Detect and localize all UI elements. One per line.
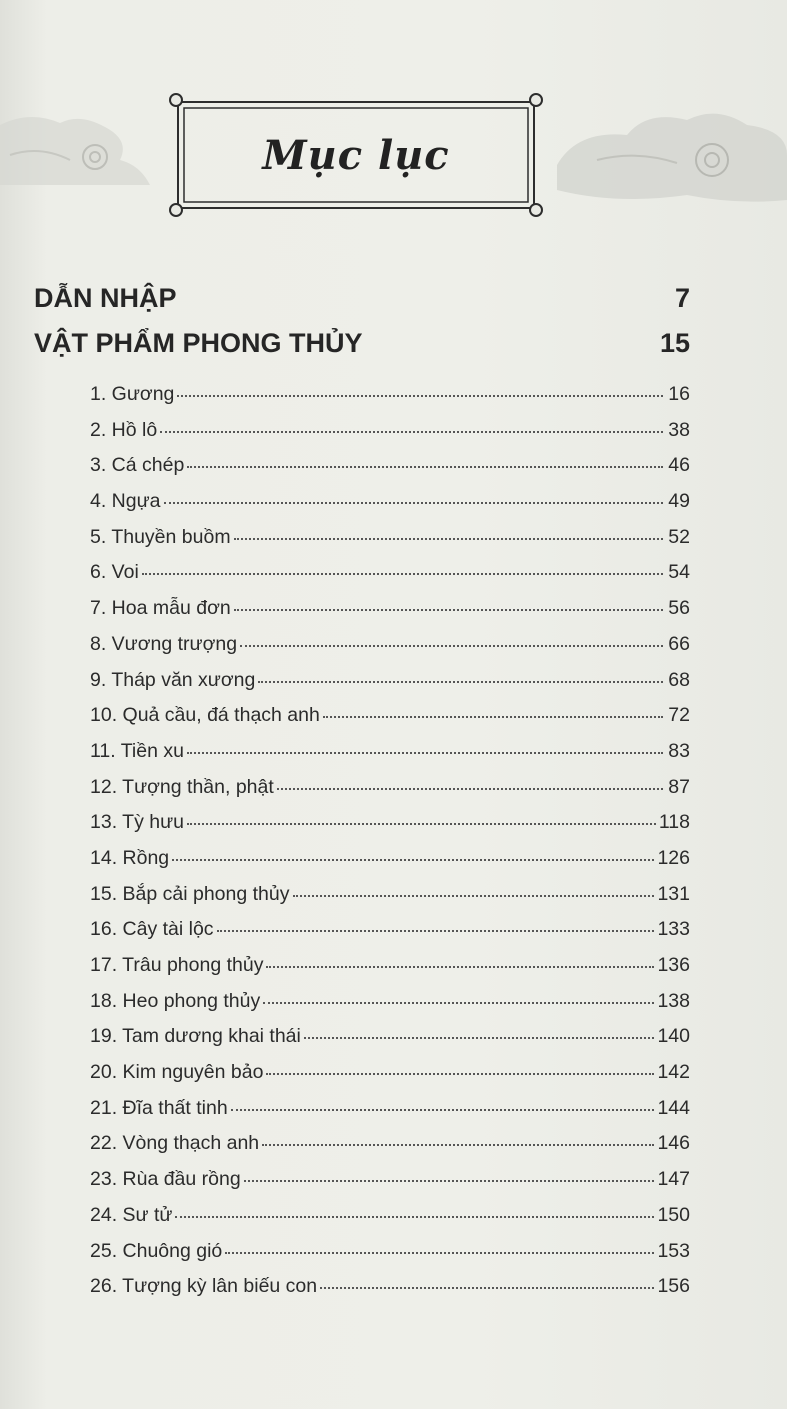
dot-leader	[234, 609, 663, 611]
toc-entry[interactable]	[90, 597, 690, 633]
toc-entry[interactable]	[90, 454, 690, 490]
toc-entry[interactable]	[90, 1275, 690, 1311]
toc-entry-page-number: 68	[668, 668, 690, 691]
dot-leader	[177, 395, 663, 397]
toc-entry-label: 8. Vương trượng	[90, 632, 238, 655]
toc-entry[interactable]	[90, 776, 690, 812]
toc-list	[90, 383, 690, 1311]
dot-leader	[172, 859, 654, 861]
dot-leader	[263, 1002, 654, 1004]
dot-leader	[175, 1216, 654, 1218]
toc-entry-label: 4. Ngựa	[90, 490, 161, 513]
toc-entry[interactable]	[90, 561, 690, 597]
toc-entry-label: 23. Rùa đầu rồng	[90, 1168, 241, 1191]
toc-entry-label: 7. Hoa mẫu đơn	[90, 597, 231, 620]
dot-leader	[244, 1180, 655, 1182]
toc-entry-label: 11. Tiền xu	[90, 739, 184, 762]
toc-entry[interactable]	[90, 1132, 690, 1168]
dot-leader	[225, 1252, 654, 1254]
toc-entry-label: 1. Gương	[90, 383, 175, 405]
toc-entry-page-number: 126	[657, 846, 690, 869]
section-feng-shui-items[interactable]	[34, 328, 690, 359]
dot-leader	[164, 502, 663, 504]
toc-entry-label: 24. Sư tử	[90, 1203, 173, 1226]
toc-entry-page-number: 131	[657, 882, 690, 905]
bleed-through-text	[610, 112, 787, 291]
section-label: DẪN NHẬP	[34, 283, 177, 313]
toc-entry[interactable]	[90, 490, 690, 526]
toc-entry-page-number: 49	[668, 490, 690, 513]
toc-entry[interactable]	[90, 526, 690, 562]
dot-leader	[262, 1144, 654, 1146]
dot-leader	[304, 1037, 655, 1039]
toc-entry-label: 9. Tháp văn xương	[90, 668, 256, 691]
toc-entry[interactable]	[90, 1168, 690, 1204]
toc-entry-page-number: 52	[668, 525, 690, 548]
toc-entry-label: 22. Vòng thạch anh	[90, 1132, 260, 1155]
toc-entry[interactable]	[90, 1061, 690, 1097]
toc-entry-page-number: 150	[657, 1203, 690, 1226]
dot-leader	[231, 1109, 655, 1111]
dot-leader	[277, 788, 663, 790]
toc-entry-page-number: 87	[668, 775, 690, 798]
section-page-number: 15	[659, 328, 690, 358]
toc-entry-label: 16. Cây tài lộc	[90, 918, 214, 941]
toc-entry[interactable]	[90, 990, 690, 1026]
toc-entry-page-number: 156	[657, 1275, 690, 1298]
toc-entry-label: 19. Tam dương khai thái	[90, 1025, 301, 1048]
dot-leader	[258, 681, 663, 683]
toc-entry[interactable]	[90, 704, 690, 740]
toc-entry-label: 17. Trâu phong thủy	[90, 954, 264, 976]
dot-leader	[266, 966, 654, 968]
toc-entry[interactable]	[90, 954, 690, 990]
toc-entry[interactable]	[90, 1097, 690, 1133]
toc-entry[interactable]	[90, 633, 690, 669]
toc-entry-page-number: 16	[668, 383, 690, 405]
toc-entry-page-number: 138	[657, 989, 690, 1012]
section-intro[interactable]	[34, 283, 690, 314]
dot-leader	[320, 1287, 654, 1289]
toc-entry-page-number: 54	[668, 561, 690, 584]
toc-entry-page-number: 153	[657, 1239, 690, 1262]
toc-entry-label: 15. Bắp cải phong thủy	[90, 882, 290, 905]
toc-entry[interactable]	[90, 883, 690, 919]
dot-leader	[240, 645, 663, 647]
dot-leader	[323, 716, 663, 718]
section-page-number: 7	[674, 283, 690, 313]
toc-entry-page-number: 144	[657, 1096, 690, 1119]
dot-leader	[234, 538, 663, 540]
toc-entry-page-number: 72	[668, 704, 690, 727]
toc-entry-label: 12. Tượng thần, phật	[90, 775, 274, 798]
toc-entry-page-number: 46	[668, 454, 690, 477]
toc-entry-label: 14. Rồng	[90, 846, 170, 869]
toc-entry[interactable]	[90, 811, 690, 847]
toc-entry-label: 13. Tỳ hưu	[90, 811, 184, 834]
toc-entry[interactable]	[90, 740, 690, 776]
dot-leader	[187, 823, 656, 825]
toc-entry-page-number: 133	[657, 918, 690, 941]
toc-entry-page-number: 136	[657, 954, 690, 976]
page-title: Mục lục	[262, 131, 450, 179]
toc-entry-label: 10. Quả cầu, đá thạch anh	[90, 704, 320, 727]
toc-entry-page-number: 56	[668, 597, 690, 620]
toc-entry[interactable]	[90, 1240, 690, 1276]
dot-leader	[142, 573, 663, 575]
toc-entry-label: 20. Kim nguyên bảo	[90, 1061, 264, 1084]
toc-entry[interactable]	[90, 383, 690, 419]
cloud-ornament-left	[0, 105, 170, 205]
title-frame	[168, 92, 544, 218]
toc-entry-page-number: 66	[668, 632, 690, 655]
toc-entry[interactable]	[90, 1025, 690, 1061]
toc-entry-page-number: 147	[657, 1168, 690, 1191]
toc-entry-label: 3. Cá chép	[90, 454, 185, 477]
toc-entry[interactable]	[90, 669, 690, 705]
toc-entry[interactable]	[90, 847, 690, 883]
dot-leader	[217, 930, 655, 932]
toc-entry-page-number: 146	[657, 1132, 690, 1155]
dot-leader	[187, 466, 663, 468]
toc-entry-label: 25. Chuông gió	[90, 1239, 223, 1262]
toc-entry-label: 2. Hồ lô	[90, 418, 158, 441]
toc-entry-label: 5. Thuyền buồm	[90, 525, 231, 548]
toc-entry-page-number: 118	[658, 811, 690, 834]
section-label: VẬT PHẨM PHONG THỦY	[34, 328, 363, 358]
toc-entry-page-number: 140	[657, 1025, 690, 1048]
toc-entry[interactable]	[90, 918, 690, 954]
toc-entry-label: 6. Voi	[90, 561, 139, 584]
toc-entry-label: 18. Heo phong thủy	[90, 989, 261, 1012]
dot-leader	[266, 1073, 654, 1075]
dot-leader	[187, 752, 663, 754]
toc-entry-page-number: 38	[668, 418, 690, 441]
toc-entry-page-number: 83	[668, 739, 690, 762]
dot-leader	[160, 431, 663, 433]
toc-entry-label: 21. Đĩa thất tinh	[90, 1096, 228, 1119]
toc-entry-label: 26. Tượng kỳ lân biếu con	[90, 1275, 318, 1298]
dot-leader	[293, 895, 655, 897]
toc-entry[interactable]	[90, 419, 690, 455]
toc-entry-page-number: 142	[657, 1061, 690, 1084]
toc-entry[interactable]	[90, 1204, 690, 1240]
